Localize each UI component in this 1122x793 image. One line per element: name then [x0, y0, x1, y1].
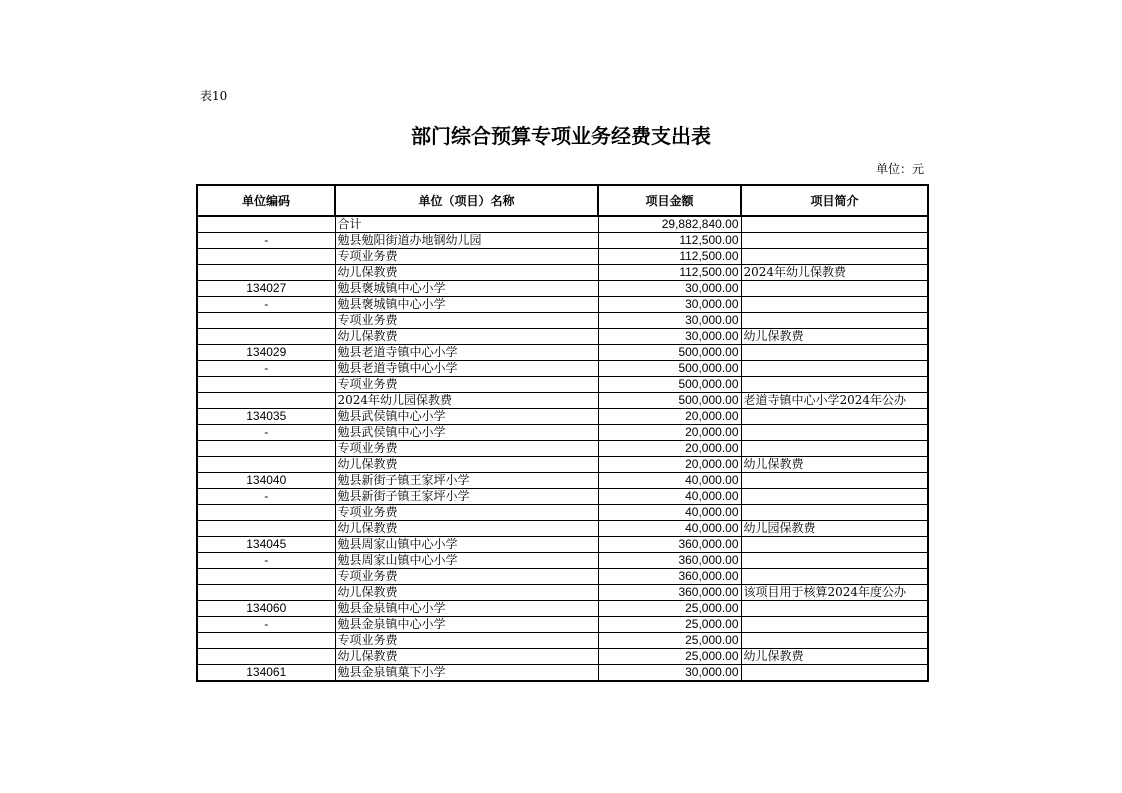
table-row: [197, 249, 928, 265]
cell-description: [741, 409, 928, 425]
cell-unit-code: -: [197, 617, 335, 633]
table-row: [197, 537, 928, 553]
cell-description: [741, 216, 928, 233]
cell-unit-code: -: [197, 297, 335, 313]
cell-amount: 25,000.00: [598, 601, 741, 617]
table-row: [197, 617, 928, 633]
cell-unit-name: 勉县金泉镇中心小学: [335, 617, 598, 633]
table-row: [197, 377, 928, 393]
cell-unit-name: 专项业务费: [335, 377, 598, 393]
cell-unit-name: 勉县老道寺镇中心小学: [335, 361, 598, 377]
column-header-description: 项目简介: [741, 185, 928, 216]
cell-amount: 30,000.00: [598, 281, 741, 297]
cell-amount: 360,000.00: [598, 537, 741, 553]
cell-unit-name: 专项业务费: [335, 313, 598, 329]
cell-amount: 360,000.00: [598, 569, 741, 585]
cell-unit-code: -: [197, 489, 335, 505]
cell-unit-code: 134029: [197, 345, 335, 361]
cell-unit-name: 勉县褒城镇中心小学: [335, 281, 598, 297]
cell-amount: 30,000.00: [598, 665, 741, 682]
cell-description: [741, 441, 928, 457]
cell-unit-name: 勉县金泉镇菓下小学: [335, 665, 598, 682]
page-title: 部门综合预算专项业务经费支出表: [411, 124, 711, 148]
cell-unit-code: [197, 393, 335, 409]
cell-description: [741, 489, 928, 505]
table-row: [197, 345, 928, 361]
cell-amount: 20,000.00: [598, 409, 741, 425]
cell-unit-name: 勉县武侯镇中心小学: [335, 409, 598, 425]
table-row: [197, 457, 928, 473]
cell-description: [741, 473, 928, 489]
cell-unit-name: 幼儿保教费: [335, 457, 598, 473]
table-row: [197, 425, 928, 441]
cell-unit-name: 勉县新街子镇王家坪小学: [335, 489, 598, 505]
table-row: [197, 441, 928, 457]
cell-description: 幼儿保教费: [741, 457, 928, 473]
cell-amount: 500,000.00: [598, 345, 741, 361]
cell-amount: 40,000.00: [598, 505, 741, 521]
cell-unit-code: [197, 649, 335, 665]
cell-amount: 40,000.00: [598, 521, 741, 537]
cell-unit-code: [197, 265, 335, 281]
column-header-code: 单位编码: [197, 185, 335, 216]
table-row: [197, 361, 928, 377]
cell-unit-code: 134061: [197, 665, 335, 682]
cell-amount: 360,000.00: [598, 553, 741, 569]
cell-description: 幼儿保教费: [741, 649, 928, 665]
table-row: [197, 521, 928, 537]
cell-unit-code: [197, 457, 335, 473]
cell-description: 幼儿保教费: [741, 329, 928, 345]
cell-amount: 25,000.00: [598, 633, 741, 649]
cell-unit-name: 专项业务费: [335, 505, 598, 521]
cell-unit-name: 勉县周家山镇中心小学: [335, 553, 598, 569]
cell-unit-code: -: [197, 233, 335, 249]
cell-amount: 30,000.00: [598, 313, 741, 329]
cell-description: [741, 233, 928, 249]
table-row: [197, 505, 928, 521]
table-body: [197, 216, 928, 681]
table-row: [197, 393, 928, 409]
cell-unit-name: 勉县金泉镇中心小学: [335, 601, 598, 617]
cell-amount: 360,000.00: [598, 585, 741, 601]
cell-unit-code: [197, 521, 335, 537]
cell-amount: 25,000.00: [598, 617, 741, 633]
cell-unit-name: 专项业务费: [335, 441, 598, 457]
cell-description: [741, 537, 928, 553]
cell-unit-code: -: [197, 425, 335, 441]
cell-description: [741, 281, 928, 297]
cell-unit-code: [197, 505, 335, 521]
cell-unit-code: [197, 441, 335, 457]
cell-unit-name: 勉县新街子镇王家坪小学: [335, 473, 598, 489]
table-row: [197, 569, 928, 585]
table-row: [197, 265, 928, 281]
table-row: [197, 216, 928, 233]
cell-description: 老道寺镇中心小学2024年公办: [741, 393, 928, 409]
cell-description: [741, 313, 928, 329]
table-row: [197, 649, 928, 665]
cell-description: [741, 361, 928, 377]
cell-amount: 40,000.00: [598, 489, 741, 505]
table-number: 表10: [200, 89, 228, 103]
cell-description: [741, 249, 928, 265]
cell-unit-name: 2024年幼儿园保教费: [335, 393, 598, 409]
header-row: [197, 185, 928, 216]
cell-unit-code: [197, 377, 335, 393]
table-header: [197, 185, 928, 216]
cell-description: [741, 601, 928, 617]
table-row: [197, 473, 928, 489]
unit-label: 单位：元: [875, 162, 924, 176]
cell-unit-code: [197, 633, 335, 649]
cell-description: [741, 633, 928, 649]
cell-amount: 500,000.00: [598, 361, 741, 377]
cell-unit-name: 专项业务费: [335, 249, 598, 265]
cell-unit-name: 幼儿保教费: [335, 649, 598, 665]
cell-description: 2024年幼儿保教费: [741, 265, 928, 281]
table-row: [197, 329, 928, 345]
cell-description: [741, 345, 928, 361]
cell-unit-code: [197, 585, 335, 601]
cell-unit-code: [197, 329, 335, 345]
column-header-name: 单位（项目）名称: [335, 185, 598, 216]
cell-amount: 25,000.00: [598, 649, 741, 665]
table-row: [197, 553, 928, 569]
cell-unit-code: 134040: [197, 473, 335, 489]
cell-description: [741, 617, 928, 633]
table-row: [197, 409, 928, 425]
cell-amount: 30,000.00: [598, 297, 741, 313]
cell-unit-code: [197, 313, 335, 329]
cell-unit-code: 134045: [197, 537, 335, 553]
cell-unit-code: -: [197, 553, 335, 569]
cell-amount: 112,500.00: [598, 233, 741, 249]
cell-unit-code: 134035: [197, 409, 335, 425]
cell-unit-code: [197, 249, 335, 265]
cell-amount: 30,000.00: [598, 329, 741, 345]
cell-description: [741, 569, 928, 585]
cell-unit-code: [197, 569, 335, 585]
cell-amount: 40,000.00: [598, 473, 741, 489]
cell-unit-name: 幼儿保教费: [335, 265, 598, 281]
column-header-amount: 项目金额: [598, 185, 741, 216]
table-row: [197, 665, 928, 682]
cell-amount: 500,000.00: [598, 393, 741, 409]
cell-description: [741, 505, 928, 521]
cell-description: 该项目用于核算2024年度公办: [741, 585, 928, 601]
cell-unit-code: 134027: [197, 281, 335, 297]
cell-unit-name: 幼儿保教费: [335, 585, 598, 601]
cell-unit-name: 幼儿保教费: [335, 521, 598, 537]
cell-unit-name: 勉县周家山镇中心小学: [335, 537, 598, 553]
cell-amount: 20,000.00: [598, 425, 741, 441]
cell-unit-code: 134060: [197, 601, 335, 617]
table-row: [197, 489, 928, 505]
table-row: [197, 233, 928, 249]
table-row: [197, 281, 928, 297]
table-row: [197, 297, 928, 313]
cell-description: [741, 665, 928, 682]
table-row: [197, 601, 928, 617]
cell-description: 幼儿园保教费: [741, 521, 928, 537]
cell-unit-name: 勉县老道寺镇中心小学: [335, 345, 598, 361]
cell-unit-name: 专项业务费: [335, 633, 598, 649]
cell-description: [741, 425, 928, 441]
cell-unit-name: 勉县褒城镇中心小学: [335, 297, 598, 313]
cell-amount: 112,500.00: [598, 265, 741, 281]
cell-unit-name: 幼儿保教费: [335, 329, 598, 345]
cell-amount: 29,882,840.00: [598, 216, 741, 233]
cell-description: [741, 297, 928, 313]
budget-table: [196, 184, 929, 682]
cell-unit-name: 合计: [335, 216, 598, 233]
cell-unit-name: 专项业务费: [335, 569, 598, 585]
cell-description: [741, 553, 928, 569]
cell-unit-name: 勉县勉阳街道办地钢幼儿园: [335, 233, 598, 249]
cell-amount: 112,500.00: [598, 249, 741, 265]
cell-unit-code: -: [197, 361, 335, 377]
cell-unit-name: 勉县武侯镇中心小学: [335, 425, 598, 441]
cell-amount: 20,000.00: [598, 457, 741, 473]
table-row: [197, 633, 928, 649]
cell-amount: 20,000.00: [598, 441, 741, 457]
cell-unit-code: [197, 216, 335, 233]
cell-description: [741, 377, 928, 393]
table-row: [197, 585, 928, 601]
cell-amount: 500,000.00: [598, 377, 741, 393]
table-row: [197, 313, 928, 329]
